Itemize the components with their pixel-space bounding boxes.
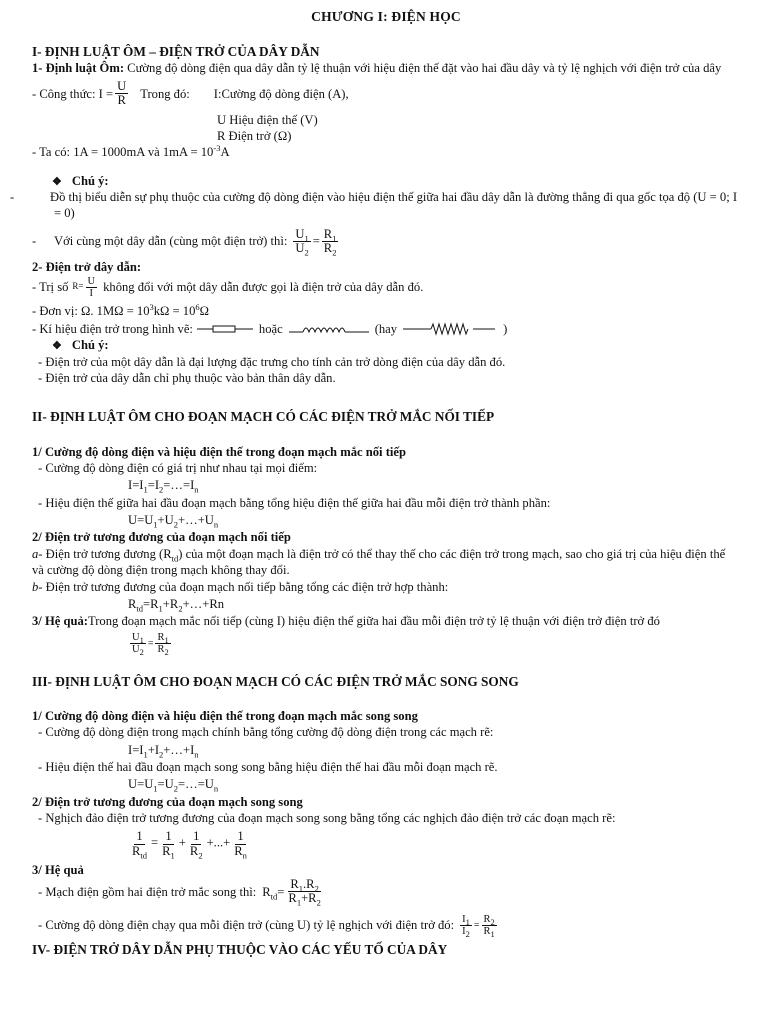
def-u: U Hiệu điện thế (V) [217, 112, 318, 127]
section-2-heading: II- ĐỊNH LUẬT ÔM CHO ĐOẠN MẠCH CÓ CÁC ĐIỆN TRỞ MẮC NỐI TIẾP [32, 409, 495, 425]
unit-conversion: - Ta có: 1A = 1000mA và $1mA = 10^{-3}A$ [32, 143, 230, 160]
s3-subheading-1: 1/ Cường độ dòng điện và hiệu điện thế trong đoạn mạch mắc song song [32, 708, 418, 723]
note-4: - Điện trở của dây dẫn chỉ phụ thuộc vào bản thân dây dẫn. [38, 371, 336, 386]
chapter-title: CHƯƠNG I: ĐIỆN HỌC [311, 9, 461, 24]
series-ratio-formula: $\frac{U_1}{U_2}$ = $\frac{R_1}{R_2}$ [132, 631, 169, 657]
resistor-box-icon [197, 322, 253, 336]
note-3: - Điện trở của một dây dẫn là đại lượng đặc trưng cho tính cản trở dòng điện của dây dẫn đó. [38, 354, 506, 369]
parallel-voltage-formula: $U=U_1=U_2=\dots=U_n$ [128, 777, 219, 794]
s3-line-1: - Cường độ dòng điện trong mạch chính bằng tổng cường độ dòng điện trong các mạch rẽ: [38, 725, 494, 740]
fraction-u-over-r: $\frac{U}{R}$ [117, 79, 127, 108]
section-4-heading: IV- ĐIỆN TRỞ DÂY DẪN PHỤ THUỘC VÀO CÁC YẾU TỐ CỦA DÂY [32, 941, 448, 957]
series-resistance-formula: $R_{td}=R_1+R_2+\dots+Rn$ [128, 596, 225, 614]
resistance-subheading: 2- Điện trở dây dẫn: [32, 260, 142, 275]
s2-line-2: - Hiệu điện thế giữa hai đầu đoạn mạch bằng tổng hiệu điện thế giữa hai đầu mỗi điện trở thành phần: [38, 495, 551, 510]
def-r: R Điện trở (Ω) [217, 128, 292, 143]
resistor-symbols-line: - Kí hiệu điện trở trong hình vẽ: hoặc (hay ) [32, 321, 508, 336]
s3-line-5: - Cường độ dòng điện chạy qua mỗi điện trở (cùng U) tỷ lệ nghịch với điện trở đó: $\frac{I_1}{I_2}$ = $\frac{R_2}{R_1}$ [38, 913, 495, 939]
unit-line: - Đơn vị: Ω. $1M\Omega = 10^3k\Omega = 10^6\Omega$ [32, 301, 210, 318]
note-graph: - Đồ thị biểu diễn sự phụ thuộc của cường độ dòng điện vào hiệu điện thế giữa hai đầu dây dẫn là đường thẳng đi qua gốc tọa độ (U = 0; I = 0) [10, 190, 738, 221]
s2-a-paragraph: a- Điện trở tương đương $(R_{td})$ của một đoạn mạch là điện trở có thể thay thế cho các điện trở trong mạch, sao cho giá trị của hiệu điện thế và cường độ dòng điện trong mạch không thay đổi. [32, 546, 726, 578]
ohm-formula-row: - Công thức: I = $\frac{U}{R}$ Trong đó: I:Cường độ dòng điện (A), [32, 79, 349, 108]
note-ratio: - Với cùng một dây dẫn (cùng một điện trở) thì: $\frac{U_1}{U_2}$ = $\frac{R_1}{R_2}$ [32, 226, 337, 258]
fraction-r1-r2: $\frac{R_1}{R_2}$ [323, 226, 337, 258]
s2-line-1: - Cường độ dòng điện có giá trị như nhau tại mọi điểm: [38, 461, 318, 476]
s2-b-paragraph: b- Điện trở tương đương của đoạn mạch nối tiếp bằng tổng các điện trở hợp thành: [32, 579, 449, 594]
note-heading: ❖ Chú ý: [52, 173, 109, 188]
s3-line-2: - Hiệu điện thế hai đầu đoạn mạch song song bằng hiệu điện thế hai đầu mỗi đoạn mạch rẽ. [38, 760, 498, 775]
s3-subheading-2: 2/ Điện trở tương đương của đoạn mạch song song [32, 794, 303, 809]
note-heading-2: ❖ Chú ý: [52, 338, 109, 353]
parallel-resistance-formula: $\frac{1}{R_{td}}$ = $\frac{1}{R_1}$ + $\frac{1}{R_2}$ +...+ $\frac{1}{R_n}$ [132, 829, 247, 861]
resistance-value-line: - Trị số R= $\frac{U}{I}$ không đổi với một dây dẫn được gọi là điện trở của dây dẫn đó. [32, 275, 424, 299]
series-current-formula: $I=I_1=I_2=\dots=I_n$ [128, 478, 199, 495]
section-1-heading: I- ĐỊNH LUẬT ÔM – ĐIỆN TRỞ CỦA DÂY DẪN [32, 43, 320, 59]
diamond-bullet-icon: ❖ [52, 340, 62, 353]
s2-subheading-1: 1/ Cường độ dòng điện và hiệu điện thế trong đoạn mạch mắc nối tiếp [32, 444, 406, 459]
resistor-zigzag-icon [403, 322, 499, 336]
section-3-heading: III- ĐỊNH LUẬT ÔM CHO ĐOẠN MẠCH CÓ CÁC ĐIỆN TRỞ MẮC SONG SONG [32, 673, 519, 689]
s3-subheading-3: 3/ Hệ quả [32, 862, 84, 877]
s3-line-3: - Nghịch đảo điện trở tương đương của đoạn mạch song song bằng tổng các nghịch đảo điện trở các đoạn mạch rẽ: [38, 811, 616, 826]
diamond-bullet-icon: ❖ [52, 175, 62, 188]
fraction-u-over-i: $\frac{U}{I}$ [87, 275, 96, 299]
resistor-coil-icon [289, 322, 369, 336]
ohm-law-paragraph: 1- Định luật Ôm: Cường độ dòng điện qua dây dẫn tỷ lệ thuận với hiệu điện thế đặt vào hai đầu dây và tỷ lệ nghịch với điện trở của dây [32, 60, 722, 75]
fraction-u1-u2: $\frac{U_1}{U_2}$ [295, 226, 309, 258]
s3-line-4: - Mạch điện gồm hai điện trở mắc song thì: $R_{td}=$ $\frac{R_1.R_2}{R_1+R_2}$ [38, 877, 321, 908]
series-voltage-formula: $U=U_1+U_2+\dots+U_n$ [128, 513, 219, 530]
s2-consequence: 3/ Hệ quả:Trong đoạn mạch mắc nối tiếp (cùng I) hiệu điện thế giữa hai đầu mỗi điện trở tỷ lệ thuận với điện trở điện trở đó [32, 614, 660, 629]
s2-subheading-2: 2/ Điện trở tương đương của đoạn mạch nối tiếp [32, 530, 291, 545]
parallel-current-formula: $I=I_1+I_2+\dots+I_n$ [128, 742, 199, 760]
